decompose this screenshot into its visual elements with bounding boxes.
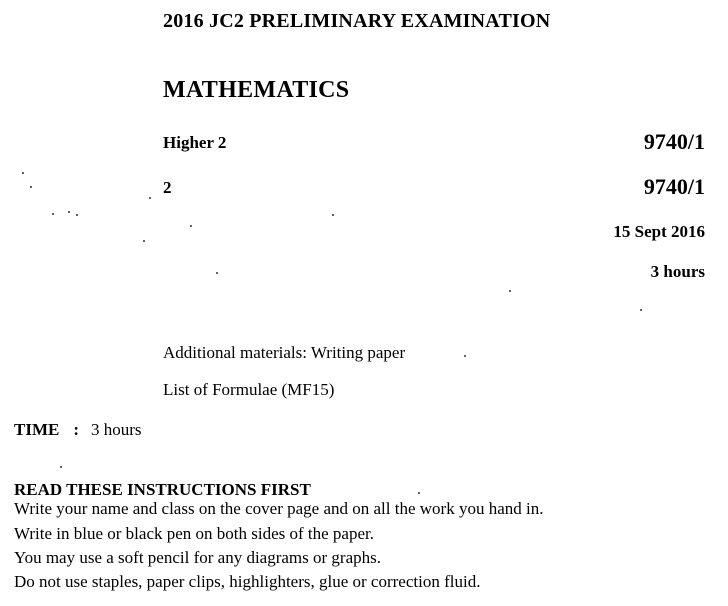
instruction-line: Write in blue or black pen on both sides of the paper. [14, 524, 374, 543]
time-value: 3 hours [91, 420, 142, 439]
formulae-list: List of Formulae (MF15) [163, 380, 335, 399]
scan-speck [149, 197, 151, 199]
instruction-line: Write your name and class on the cover page and on all the work you hand in. [14, 499, 544, 518]
scan-speck [332, 214, 334, 216]
instructions-heading: READ THESE INSTRUCTIONS FIRST [14, 480, 311, 499]
scan-speck [30, 186, 32, 188]
scan-speck [22, 172, 24, 174]
paper-level-number: 2 [163, 178, 172, 197]
subject-title: MATHEMATICS [163, 77, 350, 103]
scan-speck [464, 355, 466, 357]
time-row [14, 420, 142, 440]
scan-speck [143, 240, 145, 242]
exam-title: 2016 JC2 PRELIMINARY EXAMINATION [163, 10, 551, 32]
scan-speck [216, 272, 218, 274]
instruction-line: Do not use staples, paper clips, highlighters, glue or correction fluid. [14, 572, 481, 591]
scan-speck [60, 466, 62, 468]
time-separator: : [73, 420, 80, 439]
scan-speck [640, 309, 642, 311]
exam-date: 15 Sept 2016 [613, 222, 705, 241]
scan-speck [76, 214, 78, 216]
paper-level: Higher 2 [163, 133, 227, 152]
scan-speck [509, 290, 511, 292]
exam-duration: 3 hours [650, 262, 705, 281]
scan-speck [68, 211, 70, 213]
time-label: TIME [14, 420, 60, 439]
scan-speck [190, 225, 192, 227]
scan-speck [52, 213, 54, 215]
paper-code: 9740/1 [643, 129, 705, 154]
scan-speck [418, 492, 420, 494]
instruction-line: You may use a soft pencil for any diagrams or graphs. [14, 548, 382, 567]
additional-materials: Additional materials: Writing paper [163, 343, 406, 362]
paper-code-secondary: 9740/1 [643, 174, 705, 199]
